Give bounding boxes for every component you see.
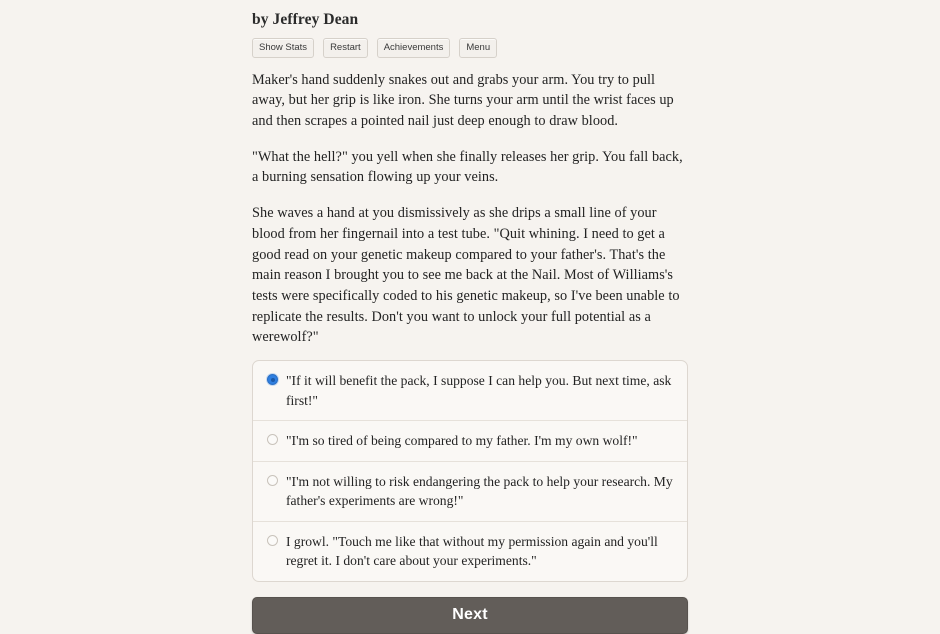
next-button[interactable]: Next	[252, 597, 688, 634]
choice-option[interactable]	[253, 521, 687, 581]
choice-label: "I'm so tired of being compared to my father. I'm my own wolf!"	[286, 433, 638, 449]
choice-label: "If it will benefit the pack, I suppose I can help you. But next time, ask first!"	[286, 373, 672, 408]
choice-option[interactable]	[253, 361, 687, 420]
story-paragraph: She waves a hand at you dismissively as she drips a small line of your blood from her fingernail into a test tube. "Quit whining. I need to get a good read on your genetic makeup compared to your father's. That's the main reason I brought you to see me back at the Nail. Most of Williams's tests were specifically coded to his genetic makeup, so I've been unable to replicate the results. Don't you want to unlock your full potential as a werewolf?"	[252, 205, 680, 346]
story-paragraph: "What the hell?" you yell when she finally releases her grip. You fall back, a burning sensation flowing up your veins.	[252, 148, 683, 186]
choice-option[interactable]	[253, 420, 687, 461]
author-byline: by Jeffrey Dean	[252, 11, 359, 28]
choice-label: I growl. "Touch me like that without my permission again and you'll regret it. I don't care about your experiments."	[286, 533, 658, 569]
restart-button[interactable]: Restart	[323, 38, 368, 58]
choice-option[interactable]	[253, 461, 687, 521]
radio-button-icon[interactable]	[267, 475, 278, 486]
radio-button-icon[interactable]	[267, 535, 278, 546]
radio-button-icon[interactable]	[267, 374, 278, 385]
story-text	[252, 70, 688, 348]
achievements-button[interactable]: Achievements	[377, 38, 451, 58]
menu-button[interactable]: Menu	[459, 38, 497, 58]
game-content-column	[252, 0, 688, 634]
show-stats-button[interactable]: Show Stats	[252, 38, 314, 58]
radio-button-icon[interactable]	[267, 434, 278, 445]
choice-label: "I'm not willing to risk endangering the pack to help your research. My father's experiments are wrong!"	[286, 473, 673, 509]
story-paragraph: Maker's hand suddenly snakes out and grabs your arm. You try to pull away, but her grip is like iron. She turns your arm until the wrist faces up and then scrapes a pointed nail just deep enough to draw blood.	[252, 71, 674, 130]
choice-list	[252, 360, 688, 582]
game-toolbar	[252, 38, 688, 58]
